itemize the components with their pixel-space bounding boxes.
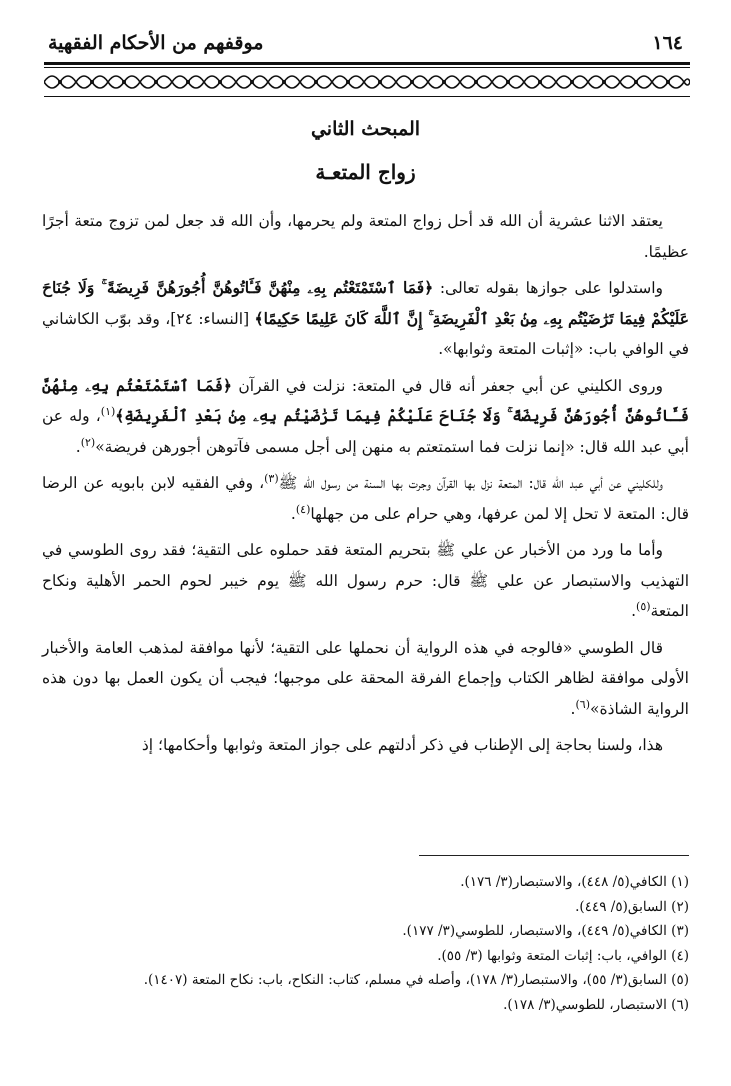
p2-intro: واستدلوا على جوازها بقوله تعالى: <box>433 279 663 297</box>
footnote-ref: (٤) <box>295 502 311 516</box>
running-title: موقفهم من الأحكام الفقهية <box>48 32 264 54</box>
quran-verse: ﴿فَمَا ٱسْتَمْتَعْتُم بِهِۦ مِنْهُنَّ فَـَٔاتُوهُنَّ أُجُورَهُنَّ فَرِيضَةً ۚ وَلَا جُنَاحَ عَلَيْكُمْ فِيمَا تَرَٰضَيْتُم بِهِۦ مِنۢ بَعْدِ ٱلْفَرِيضَةِ ۚ إِنَّ ٱللَّهَ كَانَ عَلِيمًا حَكِيمًا﴾ <box>42 278 690 328</box>
p4-rest: ، وفي الفقيه لابن بابويه عن الرضا قال: المتعة لا تحل إلا لمن عرفها، وهي حرام على من جهلها <box>42 474 689 523</box>
page-number: ١٦٤ <box>652 32 683 54</box>
paragraph-7: هذا، ولسنا بحاجة إلى الإطناب في ذكر أدلتهم على جواز المتعة وثوابها وأحكامها؛ إذ <box>141 736 663 754</box>
p5-text: وأما ما ورد من الأخبار عن علي ﷺ بتحريم المتعة فقد حملوه على التقية؛ فقد روى الطوسي في التهذيب والاستبصار عن علي ﷺ قال: حرم رسول الله ﷺ يوم خيبر لحوم الحمر الأهلية ونكاح المتعة <box>42 541 689 620</box>
decorative-border-ornament <box>44 60 690 104</box>
footnote-ref: (١) <box>100 404 116 418</box>
p2-rest: ، وقد بوّب الكاشاني في الوافي باب: «إثبات المتعة وثوابها». <box>42 309 689 358</box>
footnote-item: (١) الكافي(٥/ ٤٤٨)، والاستبصار(٣/ ١٧٦). <box>460 874 689 890</box>
p4-text: وللكليني عن أبي عبد الله قال: المتعة نزل بها القرآن وجرت بها السنة من رسول الله ﷺ <box>278 474 663 492</box>
paragraph-2 <box>42 273 689 365</box>
paragraph-1: يعتقد الاثنا عشرية أن الله قد أحل زواج المتعة ولم يحرمها، وأن الله قد جعل لمن تزوج متعة أجرًا عظيمًا. <box>42 212 689 261</box>
footnote-item: (٦) الاستبصار، للطوسي(٣/ ١٧٨). <box>503 996 689 1013</box>
page-header <box>48 28 683 58</box>
footnotes <box>42 870 689 1017</box>
section-heading: المبحث الثاني <box>310 118 421 140</box>
footnote-item: (٢) السابق(٥/ ٤٤٩). <box>575 898 689 915</box>
footnote-ref: (٦) <box>575 697 590 711</box>
p3-rest: ، وله عن أبي عبد الله قال: «إنما نزلت فما استمتعتم به منهن إلى أجل مسمى فآتوهن أجورهن فريضة» <box>42 407 689 456</box>
paragraph-5: وأما ما ورد من الأخبار عن علي ﷺ بتحريم المتعة فقد حملوه على التقية؛ فقد روى الطوسي في التهذيب والاستبصار عن علي ﷺ قال: حرم رسول الله ﷺ يوم خيبر لحوم الحمر الأهلية ونكاح المتعة$^{(٥)}$. <box>42 541 689 620</box>
footnote-item: (٣) الكافي(٥/ ٤٤٩)، والاستبصار، للطوسي(٣/ ١٧٧). <box>402 923 689 939</box>
footnote-ref: (٣) <box>264 471 279 485</box>
body-text <box>42 206 689 767</box>
verse-reference: [النساء: ٢٤] <box>170 309 255 328</box>
footnote-divider <box>419 855 689 856</box>
footnote-item: (٥) السابق(٣/ ٥٥)، والاستبصار(٣/ ١٧٨)، وأصله في مسلم، كتاب: النكاح، باب: نكاح المتعة (١٤٠٧). <box>143 972 689 988</box>
footnote-ref: (٥) <box>636 599 651 613</box>
p6-text: قال الطوسي «فالوجه في هذه الرواية أن نحملها على التقية؛ لأنها موافقة لمذهب العامة والأخبار الأولى موافقة لظاهر الكتاب وإجماع الفرقة المحقة على موجبها؛ فيجب أن يكون العمل بها دون هذه الرواية الشاذة» <box>42 638 689 718</box>
p3-intro: وروى الكليني عن أبي جعفر أنه قال في المتعة: نزلت في القرآن <box>231 376 663 395</box>
paragraph-4: وللكليني عن أبي عبد الله قال: المتعة نزل بها القرآن وجرت بها السنة من رسول الله ﷺ$^{(٣)}$، وفي الفقيه لابن بابويه عن الرضا قال: المتعة لا تحل إلا لمن عرفها، وهي حرام على من جهلها$^{(٤)}$. <box>42 471 689 523</box>
quran-verse: ﴿فَمَا ٱسْتَمْتَعْتُم بِهِۦ مِنْهُنَّ فَـَٔاتُوهُنَّ أُجُورَهُنَّ فَرِيضَةً ۚ وَلَا جُنَاحَ عَلَيْكُمْ فِيمَا تَرَٰضَيْتُم بِهِۦ مِنۢ بَعْدِ ٱلْفَرِيضَةِ﴾ <box>42 375 689 425</box>
paragraph-6: قال الطوسي «فالوجه في هذه الرواية أن نحملها على التقية؛ لأنها موافقة لمذهب العامة والأخبار الأولى موافقة لظاهر الكتاب وإجماع الفرقة المحقة على موجبها؛ فيجب أن يكون العمل بها دون هذه الرواية الشاذة»$^{(٦)}$. <box>42 638 689 718</box>
footnote-ref: (٢) <box>80 435 96 449</box>
section-title: زواج المتعـة <box>315 160 416 184</box>
footnote-item: (٤) الوافي، باب: إثبات المتعة وثوابها (٣/ ٥٥). <box>437 947 689 964</box>
paragraph-3: وروى الكليني عن أبي جعفر أنه قال في المتعة: نزلت في القرآن ﴿فَمَا ٱسْتَمْتَعْتُم بِهِۦ مِنْهُنَّ فَـَٔاتُوهُنَّ أُجُورَهُنَّ فَرِيضَةً ۚ وَلَا جُنَاحَ عَلَيْكُمْ فِيمَا تَرَٰضَيْتُم بِهِۦ مِنۢ بَعْدِ ٱلْفَرِيضَةِ﴾$^{(١)}$، وله عن أبي عبد الله قال: «إنما نزلت فما استمتعتم به منهن إلى أجل مسمى فآتوهن أجورهن فريضة»$^{(٢)}$. <box>42 375 689 456</box>
